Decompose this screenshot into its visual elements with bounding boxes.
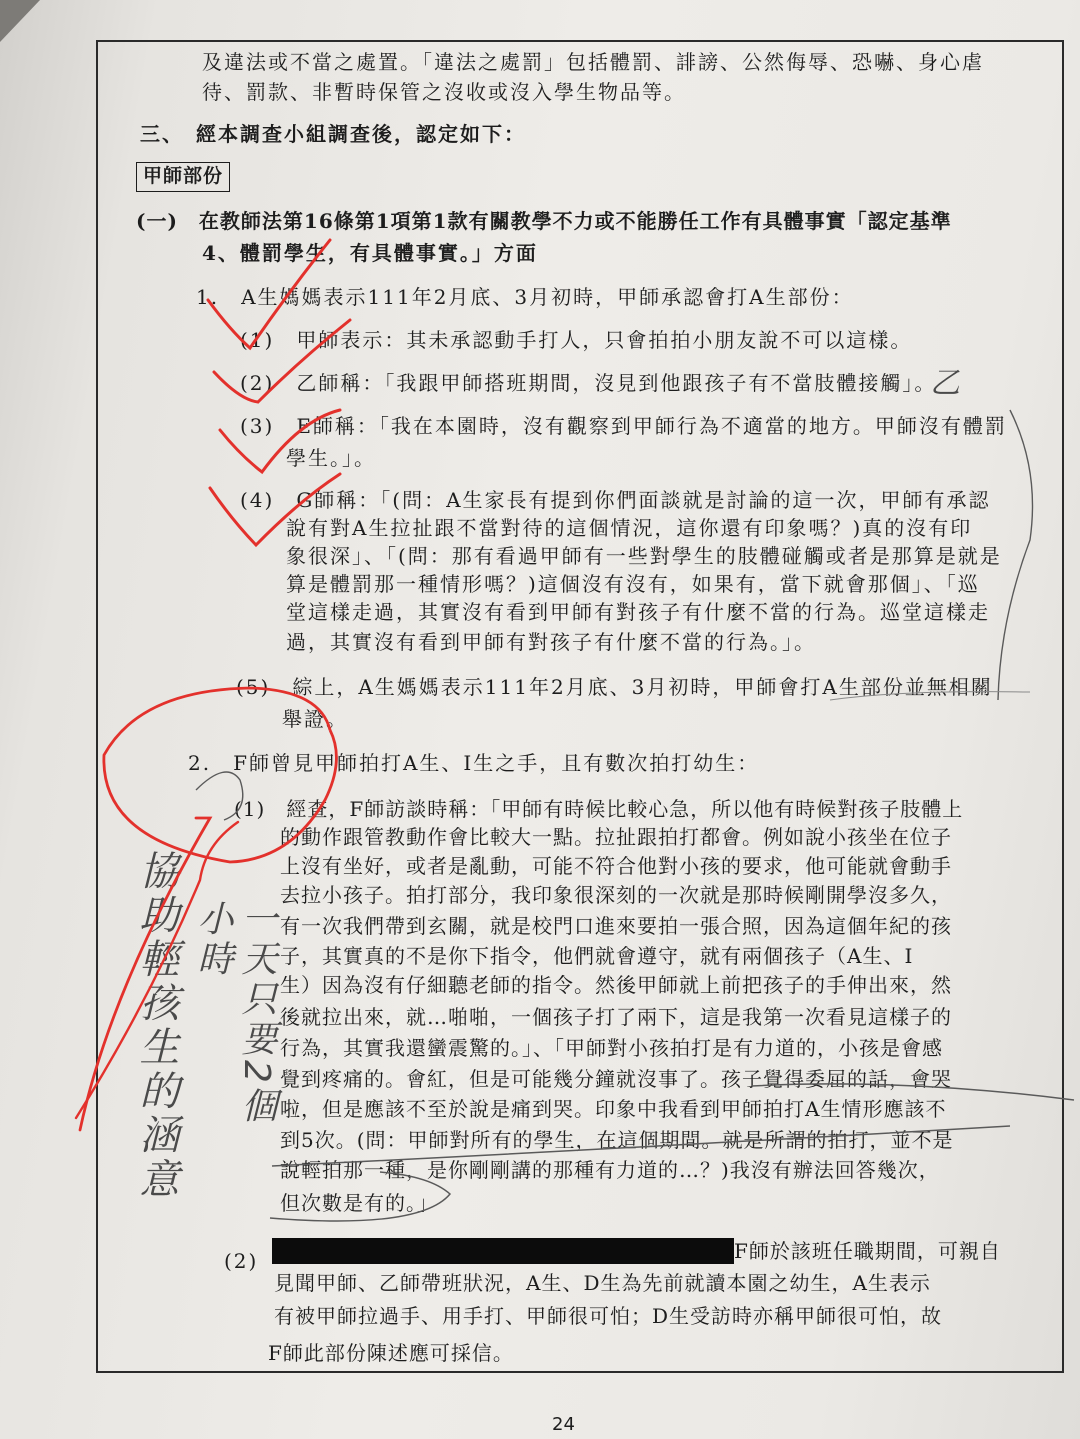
item-text: 啦，但是應該不至於說是痛到哭。印象中我看到甲師拍打A生情形應該不 bbox=[280, 1097, 947, 1121]
item-text: 的動作跟管教動作會比較大一點。拉扯跟拍打都會。例如說小孩坐在位子 bbox=[280, 825, 952, 849]
item-number: (2) bbox=[224, 1249, 259, 1273]
redaction-bar bbox=[272, 1238, 734, 1264]
text-line: 及違法或不當之處置。「違法之處罰」包括體罰、誹謗、公然侮辱、恐嚇、身心虐 bbox=[202, 50, 984, 74]
item-text: 覺到疼痛的。會紅，但是可能幾分鐘就沒事了。孩子覺得委屈的話，會哭 bbox=[280, 1067, 952, 1091]
handwritten-mark: 乙 bbox=[930, 366, 964, 401]
item-text: (2) 乙師稱：「我跟甲師搭班期間，沒見到他跟孩子有不當肢體接觸」。 bbox=[240, 371, 937, 395]
item-heading: 1. A生媽媽表示111年2月底、3月初時，甲師承認會打A生部份： bbox=[196, 285, 854, 309]
item-text: 見聞甲師、乙師帶班狀況，A生、D生為先前就讀本園之幼生，A生表示 bbox=[274, 1271, 931, 1295]
item-text: 後就拉出來，就…啪啪，一個孩子打了兩下，這是我第一次看見這樣子的 bbox=[280, 1005, 952, 1029]
item-text: 舉證。 bbox=[282, 707, 348, 731]
item-text: 堂這樣走過，其實沒有看到甲師有對孩子有什麼不當的行為。巡堂這樣走 bbox=[286, 600, 990, 624]
item-text: 去拉小孩子。拍打部分，我印象很深刻的一次就是那時候剛開學沒多久， bbox=[280, 883, 952, 907]
section-heading: 三、 經本調查小組調查後，認定如下： bbox=[140, 122, 526, 146]
item-text: 學生。」。 bbox=[286, 446, 376, 470]
item-text: (4) G師稱：「(問：A生家長有提到你們面談就是討論的這一次，甲師有承認 bbox=[240, 488, 991, 512]
item-text: 過，其實沒有看到甲師有對孩子有什麼不當的行為。」。 bbox=[286, 630, 816, 654]
page-number: 24 bbox=[552, 1414, 575, 1435]
item-text: 生）因為沒有仔細聽老師的指令。然後甲師就上前把孩子的手伸出來，然 bbox=[280, 973, 952, 997]
item-text: (1) 甲師表示：其未承認動手打人，只會拍拍小朋友說不可以這樣。 bbox=[240, 328, 913, 352]
item-text: 行為，其實我還蠻震驚的。」、「甲師對小孩拍打是有力道的，小孩是會感 bbox=[280, 1036, 943, 1060]
item-text: F師於該班任職期間，可親自 bbox=[734, 1239, 1001, 1263]
page-corner-fold bbox=[0, 0, 40, 42]
item-text: 到5次。(問：甲師對所有的學生，在這個期間。就是所謂的拍打，並不是 bbox=[280, 1128, 954, 1152]
item-text: 算是體罰那一種情形嗎？)這個沒有沒有，如果有，當下就會那個」、「巡 bbox=[286, 572, 980, 596]
item-text: 子，其實真的不是你下指令，他們就會遵守，就有兩個孩子（A生、I bbox=[280, 944, 914, 968]
item-text: (3) E師稱：「我在本園時，沒有觀察到甲師行為不適當的地方。甲師沒有體罰 bbox=[240, 414, 1007, 438]
section-box: 甲師部份 bbox=[136, 162, 230, 192]
item-text: 有被甲師拉過手、用手打、甲師很可怕；D生受訪時亦稱甲師很可怕，故 bbox=[274, 1304, 943, 1328]
item-text: F師此部份陳述應可採信。 bbox=[268, 1341, 514, 1365]
item-text: 說有對A生拉扯跟不當對待的這個情況，這你還有印象嗎？)真的沒有印 bbox=[286, 516, 973, 540]
item-heading: 2. F師曾見甲師拍打A生、I生之手，且有數次拍打幼生： bbox=[188, 751, 760, 775]
subsection-heading: 4、體罰學生，有具體事實。」方面 bbox=[202, 241, 538, 265]
item-text: (1) 經查，F師訪談時稱：「甲師有時候比較心急，所以他有時候對孩子肢體上 bbox=[234, 797, 964, 821]
item-text: (5) 綜上，A生媽媽表示111年2月底、3月初時，甲師會打A生部份並無相關 bbox=[236, 675, 993, 699]
item-text: 有一次我們帶到玄關，就是校門口進來要拍一張合照，因為這個年紀的孩 bbox=[280, 914, 952, 938]
handwritten-note: 協助輕孩生的涵意 bbox=[133, 850, 179, 1202]
item-text: 但次數是有的。」 bbox=[280, 1191, 438, 1215]
item-text: 說輕拍那一種，是你剛剛講的那種有力道的…？)我沒有辦法回答幾次， bbox=[280, 1158, 940, 1182]
subsection-heading: (一) 在教師法第16條第1項第1款有關教學不力或不能勝任工作有具體事實「認定基準 bbox=[136, 209, 952, 233]
item-text: 象很深」、「(問：那有看過甲師有一些對學生的肢體碰觸或者是那算是就是 bbox=[286, 544, 1002, 568]
handwritten-note: 一天只要2個小時 bbox=[192, 900, 277, 1127]
text-line: 待、罰款、非暫時保管之沒收或沒入學生物品等。 bbox=[202, 80, 686, 104]
item-text: 上沒有坐好，或者是亂動，可能不符合他對小孩的要求，他可能就會動手 bbox=[280, 854, 952, 878]
